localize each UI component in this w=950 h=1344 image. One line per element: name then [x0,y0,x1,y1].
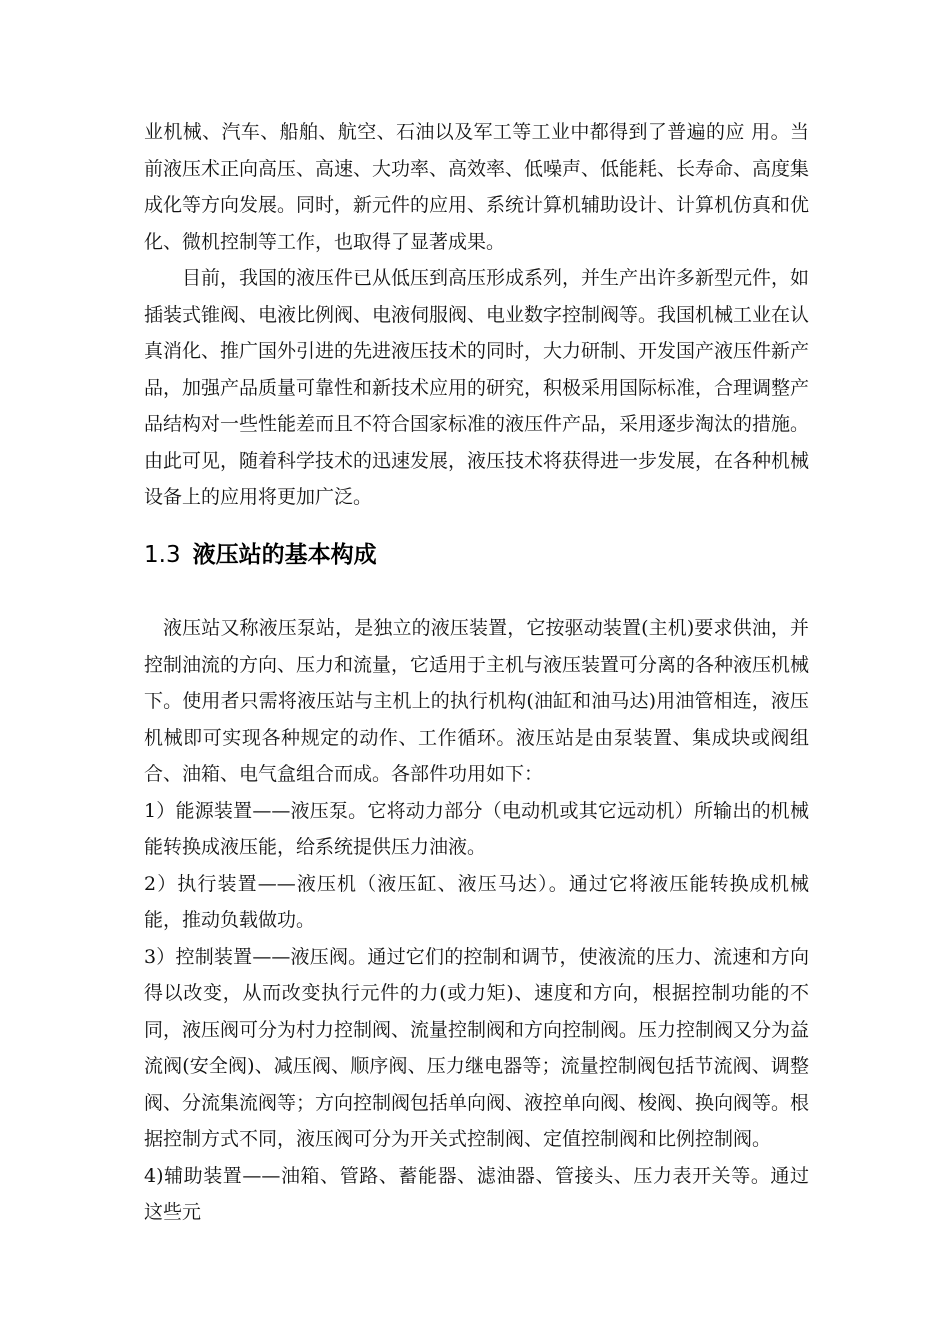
section-title: 液压站的基本构成 [192,542,377,568]
list-item-3: 3）控制装置——液压阀。通过它们的控制和调节，使液流的压力、流速和方向得以改变，从而改变执行元件的力(或力矩)、速度和方向，根据控制功能的不同，液压阀可分为村力控制阀、流量控制阀和方向控制阀。压力控制阀又分为益流阀(安全阀)、减压阀、顺序阀、压力继电器等；流量控制阀包括节流阀、调整阀、分流集流阀等；方向控制阀包括单向阀、液控单向阀、梭阀、换向阀等。根据控制方式不同，液压阀可分为开关式控制阀、定值控制阀和比例控制阀。 [144,945,810,1150]
paragraph-1: 业机械、汽车、船舶、航空、石油以及军工等工业中都得到了普遍的应 用。当前液压术正向高压、高速、大功率、高效率、低噪声、低能耗、长寿命、高度集成化等方向发展。同时，新元件的应用、系统计算机辅助设计、计算机仿真和优化、微机控制等工作，也取得了显著成果。 [144,121,810,253]
section-number: 1.3 [144,542,181,568]
paragraph-2: 目前，我国的液压件已从低压到高压形成系列，并生产出许多新型元件，如插装式锥阀、电液比例阀、电液伺服阀、电业数字控制阀等。我国机械工业在认真消化、推广国外引进的先进液压技术的同时，大力研制、开发国产液压件新产品，加强产品质量可靠性和新技术应用的研究，积极采用国际标准，合理调整产品结构对一些性能差而且不符合国家标准的液压件产品，采用逐步淘汰的措施。由此可见，随着科学技术的迅速发展，液压技术将获得进一步发展，在各种机械设备上的应用将更加广泛。 [144,267,810,508]
section-text-1 [144,114,809,516]
list-item-2: 2）执行装置——液压机（液压缸、液压马达）。通过它将液压能转换成机械能，推动负载做功。 [144,872,809,931]
section-text-2 [144,610,809,1231]
intro-paragraph: 液压站又称液压泵站，是独立的液压装置，它按驱动装置(主机)要求供油，并控制油流的方向、压力和流量，它适用于主机与液压装置可分离的各种液压机械下。使用者只需将液压站与主机上的执行机构(油缸和油马达)用油管相连，液压机械即可实现各种规定的动作、工作循环。液压站是由泵装置、集成块或阀组合、油箱、电气盒组合而成。各部件功用如下： [144,617,810,785]
list-item-4: 4)辅助装置——油箱、管路、蓄能器、滤油器、管接头、压力表开关等。通过这些元 [144,1164,809,1223]
section-heading [144,535,377,575]
list-item-1: 1）能源装置——液压泵。它将动力部分（电动机或其它远动机）所输出的机械能转换成液压能，给系统提供压力油液。 [144,799,809,858]
